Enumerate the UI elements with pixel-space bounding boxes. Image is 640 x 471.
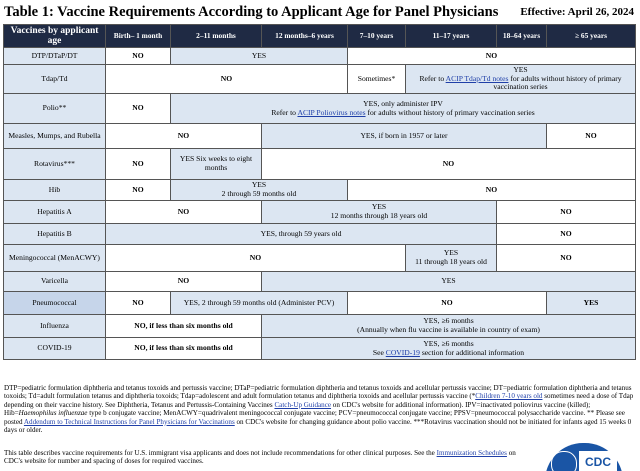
- row-hepa: [4, 201, 636, 224]
- footnote-italic: Haemophilus influenzae: [18, 409, 88, 418]
- footnote-text: type b conjugate vaccine; MenACWY=quadrivalent meningococcal conjugate vaccine; PCV=pneumococcal conjugate vaccine; PPSV=pneumococcal polysaccharide vaccine. ** Please see posted: [4, 409, 625, 426]
- vaccine-name: Measles, Mumps, and Rubella: [4, 124, 106, 149]
- vaccine-name: Pneumococcal: [4, 292, 106, 315]
- cell: YES Six weeks to eight months: [171, 149, 262, 180]
- cell-text: for adults without history of primary vaccination series: [365, 107, 535, 117]
- rowhead-label: Vaccines by applicant age: [4, 25, 106, 48]
- row-dtp: [4, 48, 636, 65]
- page-title: Table 1: Vaccine Requirements According to Applicant Age for Panel Physicians: [4, 4, 499, 20]
- footnote-abbreviations: [4, 384, 636, 434]
- cell: NO: [106, 180, 171, 201]
- cell-yes: YES, only administer IPV: [363, 98, 443, 108]
- col-7-10y: 7–10 years: [348, 25, 406, 48]
- cell-yes: YES: [443, 248, 459, 258]
- acip-polio-link[interactable]: ACIP Poliovirus notes: [297, 107, 366, 117]
- cell: YES: [171, 48, 348, 65]
- cell-yes: YES, ≥6 months: [423, 338, 474, 348]
- vaccine-name: Hib: [4, 180, 106, 201]
- title-bar: [4, 2, 634, 24]
- cell-text: section for additional information: [419, 347, 525, 357]
- acip-tdap-link[interactable]: ACIP Tdap/Td notes: [445, 73, 509, 83]
- footnote-text: sometimes need a dose of Tdap depending on their vaccine history. See Diphtheria, Tetanus and Pertussis-Containing Vaccines: [4, 392, 634, 409]
- cell: NO: [106, 292, 171, 315]
- cell-text: Refer to: [271, 107, 298, 117]
- vaccine-name: Meningococcal (MenACWY): [4, 245, 106, 272]
- cell: [406, 245, 497, 272]
- cell-text: (Annually when flu vaccine is available in country of exam): [357, 325, 540, 334]
- hhs-seal-icon: [551, 451, 577, 471]
- vaccine-name: Polio**: [4, 94, 106, 124]
- cell: NO: [497, 245, 636, 272]
- row-polio: [4, 94, 636, 124]
- cell: [406, 65, 636, 94]
- cell: NO, if less than six months old: [106, 338, 262, 360]
- footnotes: [4, 384, 636, 434]
- footnote-schedule: [4, 449, 524, 466]
- cell: NO: [106, 124, 262, 149]
- row-rota: [4, 149, 636, 180]
- col-2-11mo: 2–11 months: [171, 25, 262, 48]
- footnote-text: DTP=pediatric formulation diphtheria and tetanus toxoids and pertussis vaccine; DTaP=pediatric formulation diphtheria and tetanus toxoids and acellular pertussis vaccine; DT=pediatric formulation diphtheria and tetanus toxoids; Td=adult formulation tetanus and diphtheria toxoids; Tdap=adolescent and adult formulation tetanus and diphtheria toxoids and acellular pertussis vaccine (*: [4, 384, 632, 401]
- cell: [262, 315, 636, 338]
- cell: YES: [547, 292, 636, 315]
- row-hib: [4, 180, 636, 201]
- cell: NO: [106, 65, 348, 94]
- row-flu: [4, 315, 636, 338]
- effective-date: Effective: April 26, 2024: [520, 6, 634, 18]
- footnote-disclaimer: [4, 449, 524, 466]
- cell: YES: [262, 272, 636, 292]
- cdc-logo: [545, 443, 623, 471]
- catch-up-guidance-link[interactable]: Catch-Up Guidance: [274, 400, 331, 409]
- cell-yes: YES: [251, 180, 267, 190]
- row-mening: [4, 245, 636, 272]
- vaccine-name: Tdap/Td: [4, 65, 106, 94]
- cell-text: See: [372, 347, 386, 357]
- cell: NO: [348, 48, 636, 65]
- cell-text: 11 through 18 years old: [415, 257, 487, 266]
- cell: [171, 94, 636, 124]
- vaccine-name: Hepatitis B: [4, 224, 106, 245]
- vaccine-name: Rotavirus***: [4, 149, 106, 180]
- cell: NO: [106, 201, 262, 224]
- row-hepb: [4, 224, 636, 245]
- vaccine-name: Influenza: [4, 315, 106, 338]
- vaccine-name: Hepatitis A: [4, 201, 106, 224]
- cell: NO, if less than six months old: [106, 315, 262, 338]
- footnote-text: on CDC's website for additional information). IPV=inactivated poliovirus vaccine (killed); Hib=: [4, 400, 591, 418]
- row-tdap: [4, 65, 636, 94]
- immunization-schedules-link[interactable]: Immunization Schedules: [436, 449, 507, 457]
- cdc-logo-text: CDC: [579, 451, 617, 471]
- cell-text: 2 through 59 months old: [221, 189, 297, 198]
- row-varicella: [4, 272, 636, 292]
- cell: YES, if born in 1957 or later: [262, 124, 547, 149]
- cell: NO: [348, 180, 636, 201]
- cell: NO: [348, 292, 547, 315]
- cell: NO: [497, 201, 636, 224]
- cell: NO: [262, 149, 636, 180]
- cell: NO: [106, 94, 171, 124]
- row-covid: [4, 338, 636, 360]
- cell: YES, 2 through 59 months old (Administer PCV): [171, 292, 348, 315]
- cell: NO: [106, 272, 262, 292]
- col-12mo-6y: 12 months–6 years: [262, 25, 348, 48]
- footnote-text: on CDC's website for changing guidance about polio vaccine. ***Rotavirus vaccination should not be initiated for infants aged 15 weeks 0 days or older.: [4, 417, 632, 435]
- cell: NO: [497, 224, 636, 245]
- cell: NO: [106, 48, 171, 65]
- row-mmr: [4, 124, 636, 149]
- vaccine-name: COVID-19: [4, 338, 106, 360]
- row-pneumo: [4, 292, 636, 315]
- footnote-text: on CDC's website for number and spacing of doses for required vaccines.: [4, 449, 516, 466]
- cell: NO: [547, 124, 636, 149]
- cell-text: Refer to: [419, 73, 446, 83]
- footnote-text: This table describes vaccine requirements for U.S. immigrant visa applicants and does not include recommendations for other clinical purposes. See the: [4, 449, 437, 457]
- cell-text: 12 months through 18 years old: [330, 211, 428, 220]
- col-18-64y: 18–64 years: [497, 25, 547, 48]
- cell-yes: YES: [513, 65, 528, 75]
- children-7-10-link[interactable]: Children 7-10 years old: [475, 392, 543, 401]
- cell: [262, 338, 636, 360]
- addendum-link[interactable]: Addendum to Technical Instructions for Panel Physicians for Vaccinations: [23, 417, 235, 426]
- col-65y: ≥ 65 years: [547, 25, 636, 48]
- cell-yes: YES: [371, 202, 387, 212]
- cell-text: for adults without history of primary vaccination series: [493, 73, 622, 92]
- cell-yes: YES, ≥6 months: [423, 316, 474, 326]
- vaccine-name: Varicella: [4, 272, 106, 292]
- col-birth: Birth– 1 month: [106, 25, 171, 48]
- covid-link[interactable]: COVID-19: [385, 347, 420, 357]
- cell: [262, 201, 497, 224]
- cell: NO: [106, 245, 406, 272]
- vaccine-table: [3, 24, 636, 360]
- header-row: [4, 25, 636, 48]
- cell: NO: [106, 149, 171, 180]
- col-11-17y: 11–17 years: [406, 25, 497, 48]
- cell: [171, 180, 348, 201]
- vaccine-name: DTP/DTaP/DT: [4, 48, 106, 65]
- cell: Sometimes*: [348, 65, 406, 94]
- cell: YES, through 59 years old: [106, 224, 497, 245]
